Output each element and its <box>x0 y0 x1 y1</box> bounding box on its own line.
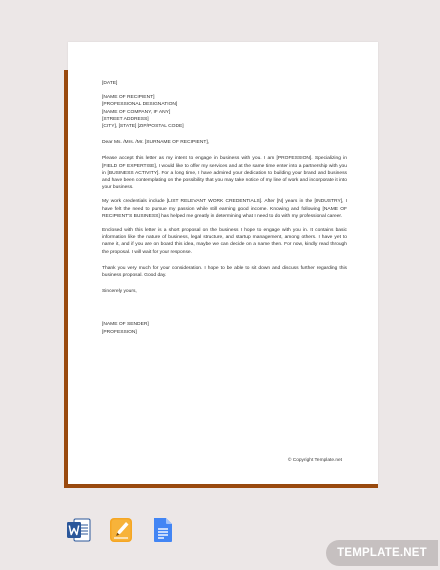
paragraph-intent: Please accept this letter as my intent to engage in business with you. I am [PROFESSION]. Specializing in [FIELD OF EXPERTISE], I would like to offer my services and at the same time enter into a partnership with you in [BUSINESS ACTIVITY]. For a long time, I have admired your dedication to building your brand and business and have been contemplating on the possibility that you may take notice of my line of work and incorporate it into your business. <box>102 156 347 191</box>
template-net-badge[interactable]: TEMPLATE.NET <box>326 540 438 566</box>
sender-block <box>102 321 347 335</box>
paragraph-thanks: Thank you very much for your consideration. I hope to be able to sit down and discuss further regarding this business proposal. Good day. <box>102 265 347 279</box>
letter-body <box>102 80 347 336</box>
recipient-street: [STREET ADDRESS] <box>102 116 149 122</box>
closing: Sincerely yours, <box>102 289 137 295</box>
letter-page <box>68 42 378 484</box>
sender-name: [NAME OF SENDER] <box>102 322 149 328</box>
recipient-name: [NAME OF RECIPIENT] <box>102 95 155 101</box>
recipient-company: [NAME OF COMPANY, IF ANY] <box>102 109 171 115</box>
copyright-notice: © Copyright Template.net <box>287 458 342 463</box>
app-icons <box>67 517 175 543</box>
word-icon[interactable] <box>67 517 91 543</box>
sender-profession: [PROFESSION] <box>102 329 137 335</box>
recipient-city-state-zip: [CITY], [STATE] [ZIP/POSTAL CODE] <box>102 124 184 130</box>
letter-date: [DATE] <box>102 81 118 86</box>
google-docs-icon[interactable] <box>151 517 175 543</box>
recipient-designation: [PROFESSIONAL DESIGNATION] <box>102 102 178 108</box>
pages-icon[interactable] <box>109 517 133 543</box>
paragraph-credentials: My work credentials include [LIST RELEVANT WORK CREDENTIALS]. After [N] years in the [INDUSTRY], I have felt the need to pursue my passion while still earning good income. Knowing and following [NAME OF RECIPIENT'S BUSINESS] has helped me greatly in determining what I need to do with my professional career. <box>102 199 347 219</box>
paragraph-proposal: Enclosed with this letter is a short proposal on the business I hope to engage with you in. It contains basic information like the nature of business, legal structure, and startup management, among others. I have yet to name it, and if you are on board this idea, maybe we can decide on a name then. For now, kindly read through the proposal. I will wait for your response. <box>102 228 347 255</box>
salutation: Dear Ms. /Mrs. /Mr. [SURNAME OF RECIPIENT], <box>102 140 210 146</box>
recipient-block <box>102 94 347 130</box>
